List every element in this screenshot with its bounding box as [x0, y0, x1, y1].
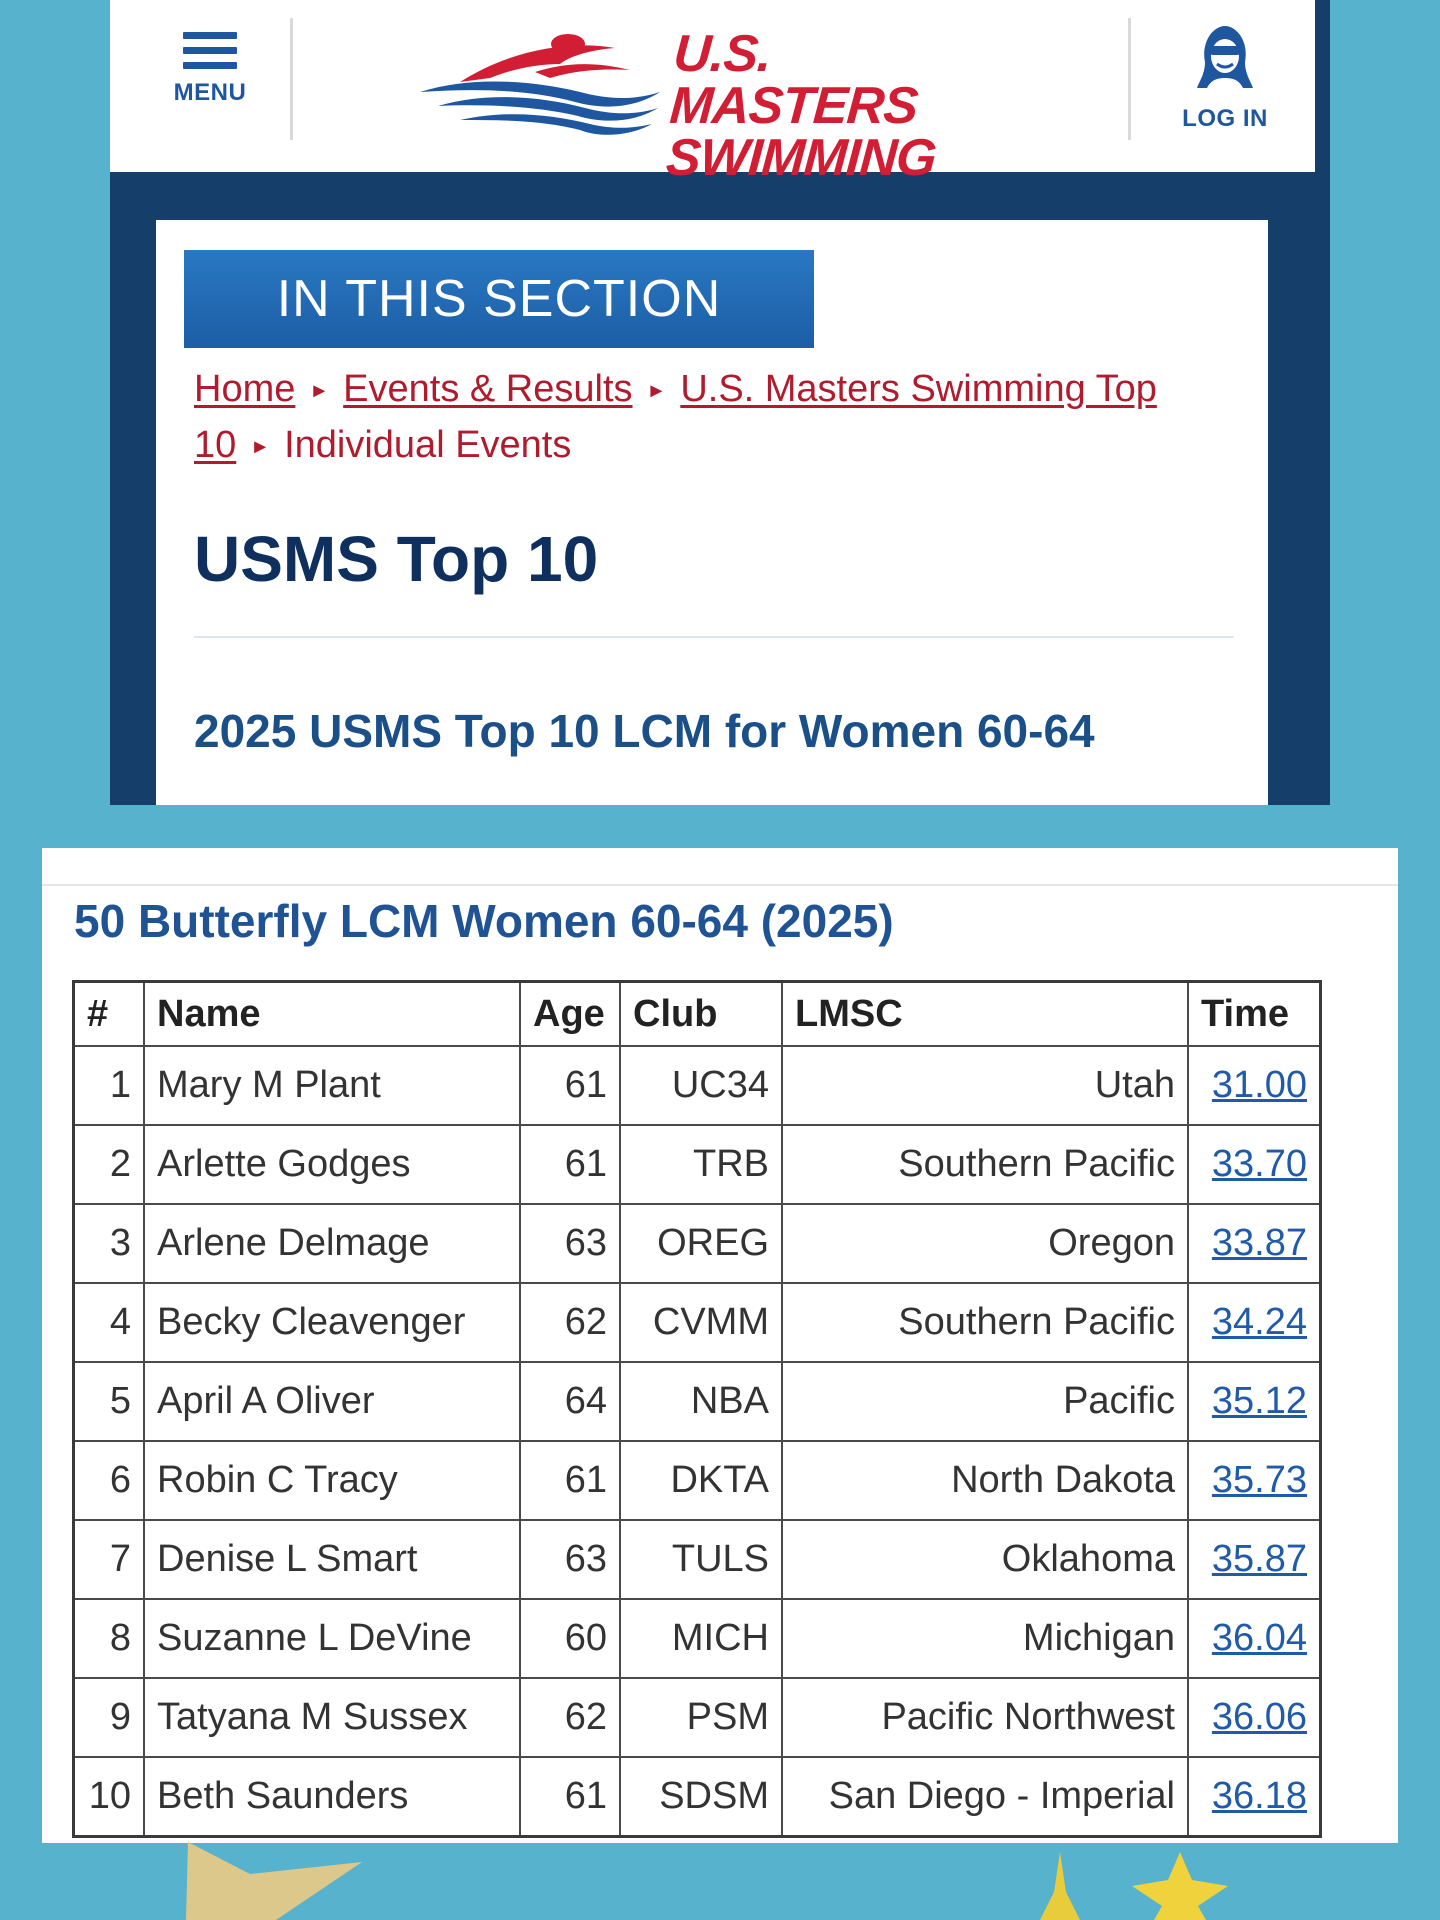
- club-cell: TULS: [620, 1520, 782, 1599]
- login-button[interactable]: [1150, 22, 1300, 133]
- time-link[interactable]: 36.18: [1211, 1775, 1307, 1817]
- menu-label: MENU: [173, 79, 247, 106]
- brand-wordmark: [664, 25, 1026, 187]
- name-cell: Becky Cleavenger: [144, 1283, 520, 1362]
- name-cell: Arlene Delmage: [144, 1204, 520, 1283]
- breadcrumb-events-link[interactable]: Events & Results: [343, 368, 633, 410]
- table-row: [74, 1599, 1321, 1678]
- table-row: [74, 1046, 1321, 1125]
- time-cell: [1188, 1046, 1321, 1125]
- time-link[interactable]: 34.24: [1211, 1301, 1307, 1343]
- rank-cell: 10: [74, 1757, 145, 1837]
- column-header-club: Club: [620, 982, 782, 1047]
- age-cell: 63: [520, 1520, 620, 1599]
- club-cell: OREG: [620, 1204, 782, 1283]
- lmsc-cell: Oklahoma: [782, 1520, 1188, 1599]
- table-header-row: [74, 982, 1321, 1047]
- club-cell: SDSM: [620, 1757, 782, 1837]
- name-cell: Denise L Smart: [144, 1520, 520, 1599]
- table-row: [74, 1125, 1321, 1204]
- name-cell: Robin C Tracy: [144, 1441, 520, 1520]
- rank-cell: 7: [74, 1520, 145, 1599]
- name-cell: Beth Saunders: [144, 1757, 520, 1837]
- name-cell: Arlette Godges: [144, 1125, 520, 1204]
- menu-button[interactable]: [152, 32, 268, 107]
- lmsc-cell: North Dakota: [782, 1441, 1188, 1520]
- age-cell: 64: [520, 1362, 620, 1441]
- time-cell: [1188, 1599, 1321, 1678]
- breadcrumb: [194, 362, 1234, 474]
- lmsc-cell: San Diego - Imperial: [782, 1757, 1188, 1837]
- breadcrumb-home-link[interactable]: Home: [194, 368, 296, 410]
- time-cell: [1188, 1125, 1321, 1204]
- swimmer-wave-logo: [420, 20, 660, 140]
- time-link[interactable]: 31.00: [1211, 1064, 1307, 1106]
- club-cell: MICH: [620, 1599, 782, 1678]
- time-cell: [1188, 1204, 1321, 1283]
- club-cell: UC34: [620, 1046, 782, 1125]
- breadcrumb-current: Individual Events: [284, 423, 572, 466]
- page-subtitle: 2025 USMS Top 10 LCM for Women 60-64: [194, 705, 1095, 757]
- brand-line-2: SWIMMING: [664, 129, 938, 187]
- swimmer-avatar-icon: [1195, 22, 1255, 92]
- column-header-lmsc: LMSC: [782, 982, 1188, 1047]
- header-divider: [1128, 18, 1131, 140]
- lmsc-cell: Pacific: [782, 1362, 1188, 1441]
- breadcrumb-top10-link[interactable]: U.S. Masters Swimming Top 10: [194, 368, 1157, 466]
- rank-cell: 6: [74, 1441, 145, 1520]
- table-row: [74, 1678, 1321, 1757]
- lmsc-cell: Southern Pacific: [782, 1125, 1188, 1204]
- table-row: [74, 1362, 1321, 1441]
- rank-cell: 2: [74, 1125, 145, 1204]
- hamburger-icon: [183, 32, 237, 69]
- age-cell: 61: [520, 1125, 620, 1204]
- time-cell: [1188, 1362, 1321, 1441]
- club-cell: PSM: [620, 1678, 782, 1757]
- section-panel: [156, 220, 1268, 805]
- brand-line-1: U.S. MASTERS: [667, 25, 920, 135]
- site-header: [110, 0, 1315, 187]
- star-icon: [1130, 1852, 1230, 1920]
- column-header-rank: #: [74, 982, 145, 1047]
- time-cell: [1188, 1441, 1321, 1520]
- time-link[interactable]: 36.04: [1211, 1617, 1307, 1659]
- breadcrumb-arrow-icon: ►: [309, 379, 330, 402]
- club-cell: DKTA: [620, 1441, 782, 1520]
- header-divider: [290, 18, 293, 140]
- time-cell: [1188, 1520, 1321, 1599]
- age-cell: 62: [520, 1678, 620, 1757]
- lmsc-cell: Southern Pacific: [782, 1283, 1188, 1362]
- name-cell: April A Oliver: [144, 1362, 520, 1441]
- rank-cell: 5: [74, 1362, 145, 1441]
- event-title: 50 Butterfly LCM Women 60-64 (2025): [74, 895, 894, 947]
- rank-cell: 1: [74, 1046, 145, 1125]
- star-icon: [1040, 1852, 1080, 1920]
- time-cell: [1188, 1283, 1321, 1362]
- name-cell: Tatyana M Sussex: [144, 1678, 520, 1757]
- table-row: [74, 1283, 1321, 1362]
- time-link[interactable]: 33.87: [1211, 1222, 1307, 1264]
- lmsc-cell: Michigan: [782, 1599, 1188, 1678]
- column-header-name: Name: [144, 982, 520, 1047]
- table-row: [74, 1441, 1321, 1520]
- column-header-time: Time: [1188, 982, 1321, 1047]
- club-cell: CVMM: [620, 1283, 782, 1362]
- login-label: LOG IN: [1182, 105, 1268, 132]
- age-cell: 61: [520, 1046, 620, 1125]
- rank-cell: 8: [74, 1599, 145, 1678]
- page-title: USMS Top 10: [194, 523, 599, 595]
- age-cell: 62: [520, 1283, 620, 1362]
- results-card: [42, 848, 1398, 1843]
- age-cell: 61: [520, 1757, 620, 1837]
- time-cell: [1188, 1757, 1321, 1837]
- table-row: [74, 1520, 1321, 1599]
- time-link[interactable]: 35.73: [1211, 1459, 1307, 1501]
- breadcrumb-arrow-icon: ►: [250, 435, 271, 458]
- lmsc-cell: Oregon: [782, 1204, 1188, 1283]
- time-cell: [1188, 1678, 1321, 1757]
- time-link[interactable]: 35.12: [1211, 1380, 1307, 1422]
- divider: [42, 884, 1398, 886]
- age-cell: 60: [520, 1599, 620, 1678]
- results-body: [74, 1046, 1321, 1837]
- breadcrumb-arrow-icon: ►: [646, 379, 667, 402]
- age-cell: 61: [520, 1441, 620, 1520]
- rank-cell: 9: [74, 1678, 145, 1757]
- site-header-card: [110, 0, 1330, 805]
- lmsc-cell: Utah: [782, 1046, 1188, 1125]
- star-icon: [180, 1842, 370, 1920]
- club-cell: NBA: [620, 1362, 782, 1441]
- table-row: [74, 1204, 1321, 1283]
- rank-cell: 3: [74, 1204, 145, 1283]
- name-cell: Mary M Plant: [144, 1046, 520, 1125]
- club-cell: TRB: [620, 1125, 782, 1204]
- divider: [194, 636, 1234, 638]
- name-cell: Suzanne L DeVine: [144, 1599, 520, 1678]
- age-cell: 63: [520, 1204, 620, 1283]
- table-row: [74, 1757, 1321, 1837]
- in-this-section-button[interactable]: IN THIS SECTION: [184, 250, 814, 348]
- lmsc-cell: Pacific Northwest: [782, 1678, 1188, 1757]
- column-header-age: Age: [520, 982, 620, 1047]
- time-link[interactable]: 33.70: [1211, 1143, 1307, 1185]
- brand-logo[interactable]: [420, 20, 1020, 187]
- time-link[interactable]: 36.06: [1211, 1696, 1307, 1738]
- results-table: [72, 980, 1322, 1838]
- time-link[interactable]: 35.87: [1211, 1538, 1307, 1580]
- rank-cell: 4: [74, 1283, 145, 1362]
